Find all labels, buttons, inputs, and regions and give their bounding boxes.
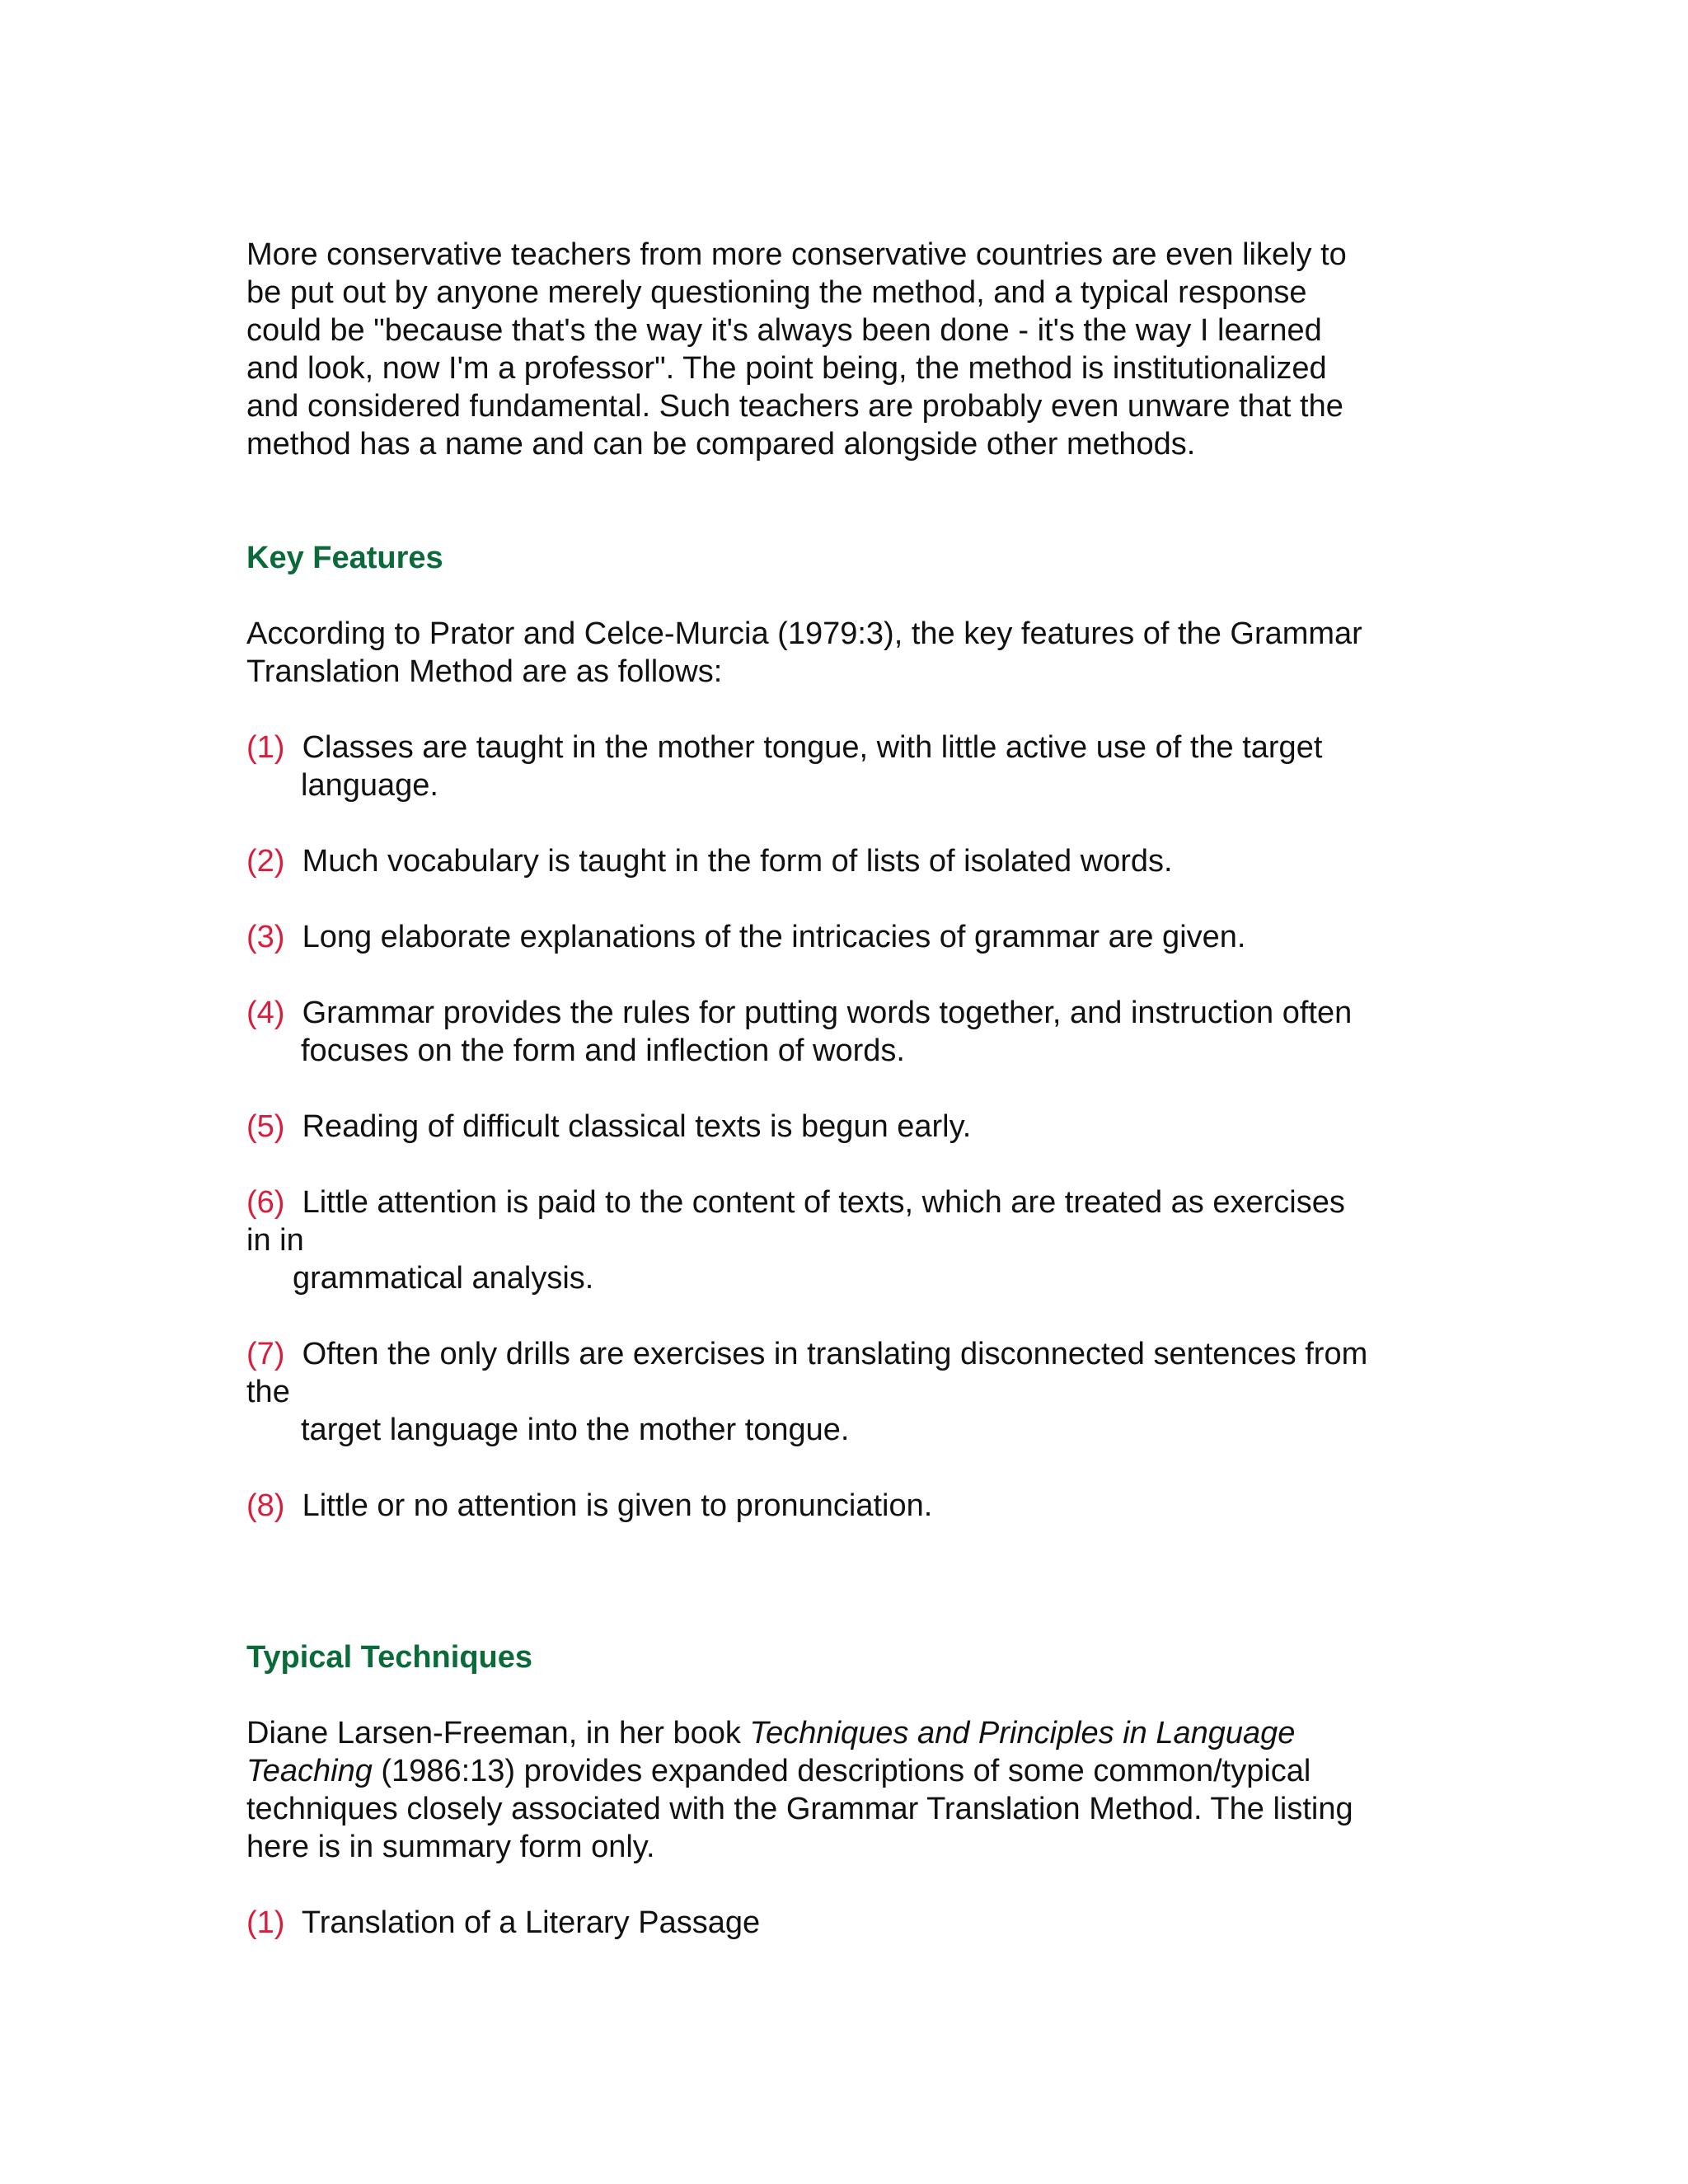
feature-item-8 <box>246 1487 1450 1525</box>
intro-line: and considered fundamental. Such teachers are probably even unware that the <box>246 389 1343 424</box>
lead-text: Diane Larsen-Freeman, in her book <box>246 1716 750 1750</box>
feature-item-6 <box>246 1183 1450 1297</box>
intro-line: be put out by anyone merely questioning the method, and a typical response <box>246 275 1307 310</box>
item-continuation: grammatical analysis. <box>293 1261 594 1296</box>
key-features-lead <box>246 615 1450 691</box>
lead-line: techniques closely associated with the Grammar Translation Method. The listing <box>246 1792 1353 1826</box>
lead-text: (1986:13) provides expanded descriptions of some common/typical <box>372 1754 1311 1788</box>
item-continuation: focuses on the form and inflection of words. <box>301 1033 905 1068</box>
item-number: (6) <box>246 1185 285 1220</box>
lead-line: Translation Method are as follows: <box>246 654 723 689</box>
intro-line: method has a name and can be compared alongside other methods. <box>246 427 1196 462</box>
intro-paragraph <box>246 236 1450 463</box>
item-number: (7) <box>246 1337 285 1371</box>
item-text: Long elaborate explanations of the intricacies of grammar are given. <box>302 920 1246 954</box>
item-number: (4) <box>246 996 285 1030</box>
feature-item-4 <box>246 994 1450 1070</box>
feature-item-3 <box>246 918 1450 956</box>
item-number: (8) <box>246 1488 285 1523</box>
lead-line: According to Prator and Celce-Murcia (1979:3), the key features of the Grammar <box>246 616 1362 651</box>
document-page <box>246 236 1450 1980</box>
typical-techniques-heading: Typical Techniques <box>246 1640 533 1675</box>
item-wrap: in in <box>246 1223 304 1258</box>
feature-item-2 <box>246 842 1450 880</box>
item-number: (3) <box>246 920 285 954</box>
technique-item-1 <box>246 1904 1450 1942</box>
intro-line: More conservative teachers from more conservative countries are even likely to <box>246 237 1347 272</box>
item-continuation: target language into the mother tongue. <box>301 1413 850 1447</box>
feature-item-5 <box>246 1108 1450 1146</box>
intro-line: and look, now I'm a professor". The point being, the method is institutionalized <box>246 351 1327 386</box>
item-text: Often the only drills are exercises in translating disconnected sentences from <box>302 1337 1368 1371</box>
item-text: Much vocabulary is taught in the form of lists of isolated words. <box>302 844 1173 879</box>
item-number: (2) <box>246 844 285 879</box>
item-text: Little attention is paid to the content of texts, which are treated as exercises <box>302 1185 1345 1220</box>
item-text: Classes are taught in the mother tongue, with little active use of the target <box>302 730 1323 765</box>
item-text: Translation of a Literary Passage <box>301 1905 761 1940</box>
book-title: Teaching <box>246 1754 373 1788</box>
lead-line: here is in summary form only. <box>246 1830 655 1864</box>
typical-techniques-section <box>246 1638 1450 1942</box>
item-text: Grammar provides the rules for putting words together, and instruction often <box>302 996 1353 1030</box>
item-continuation: language. <box>301 768 438 803</box>
feature-item-1 <box>246 729 1450 804</box>
key-features-section <box>246 539 1450 1525</box>
techniques-lead <box>246 1714 1450 1866</box>
book-title: Techniques and Principles in Language <box>749 1716 1296 1750</box>
item-text: Little or no attention is given to pronunciation. <box>302 1488 933 1523</box>
intro-line: could be "because that's the way it's always been done - it's the way I learned <box>246 313 1322 348</box>
item-number: (1) <box>246 730 285 765</box>
item-text: Reading of difficult classical texts is begun early. <box>302 1109 972 1144</box>
feature-item-7 <box>246 1335 1450 1449</box>
item-number: (5) <box>246 1109 285 1144</box>
item-number: (1) <box>246 1905 285 1940</box>
key-features-heading: Key Features <box>246 541 443 575</box>
item-wrap: the <box>246 1375 290 1409</box>
